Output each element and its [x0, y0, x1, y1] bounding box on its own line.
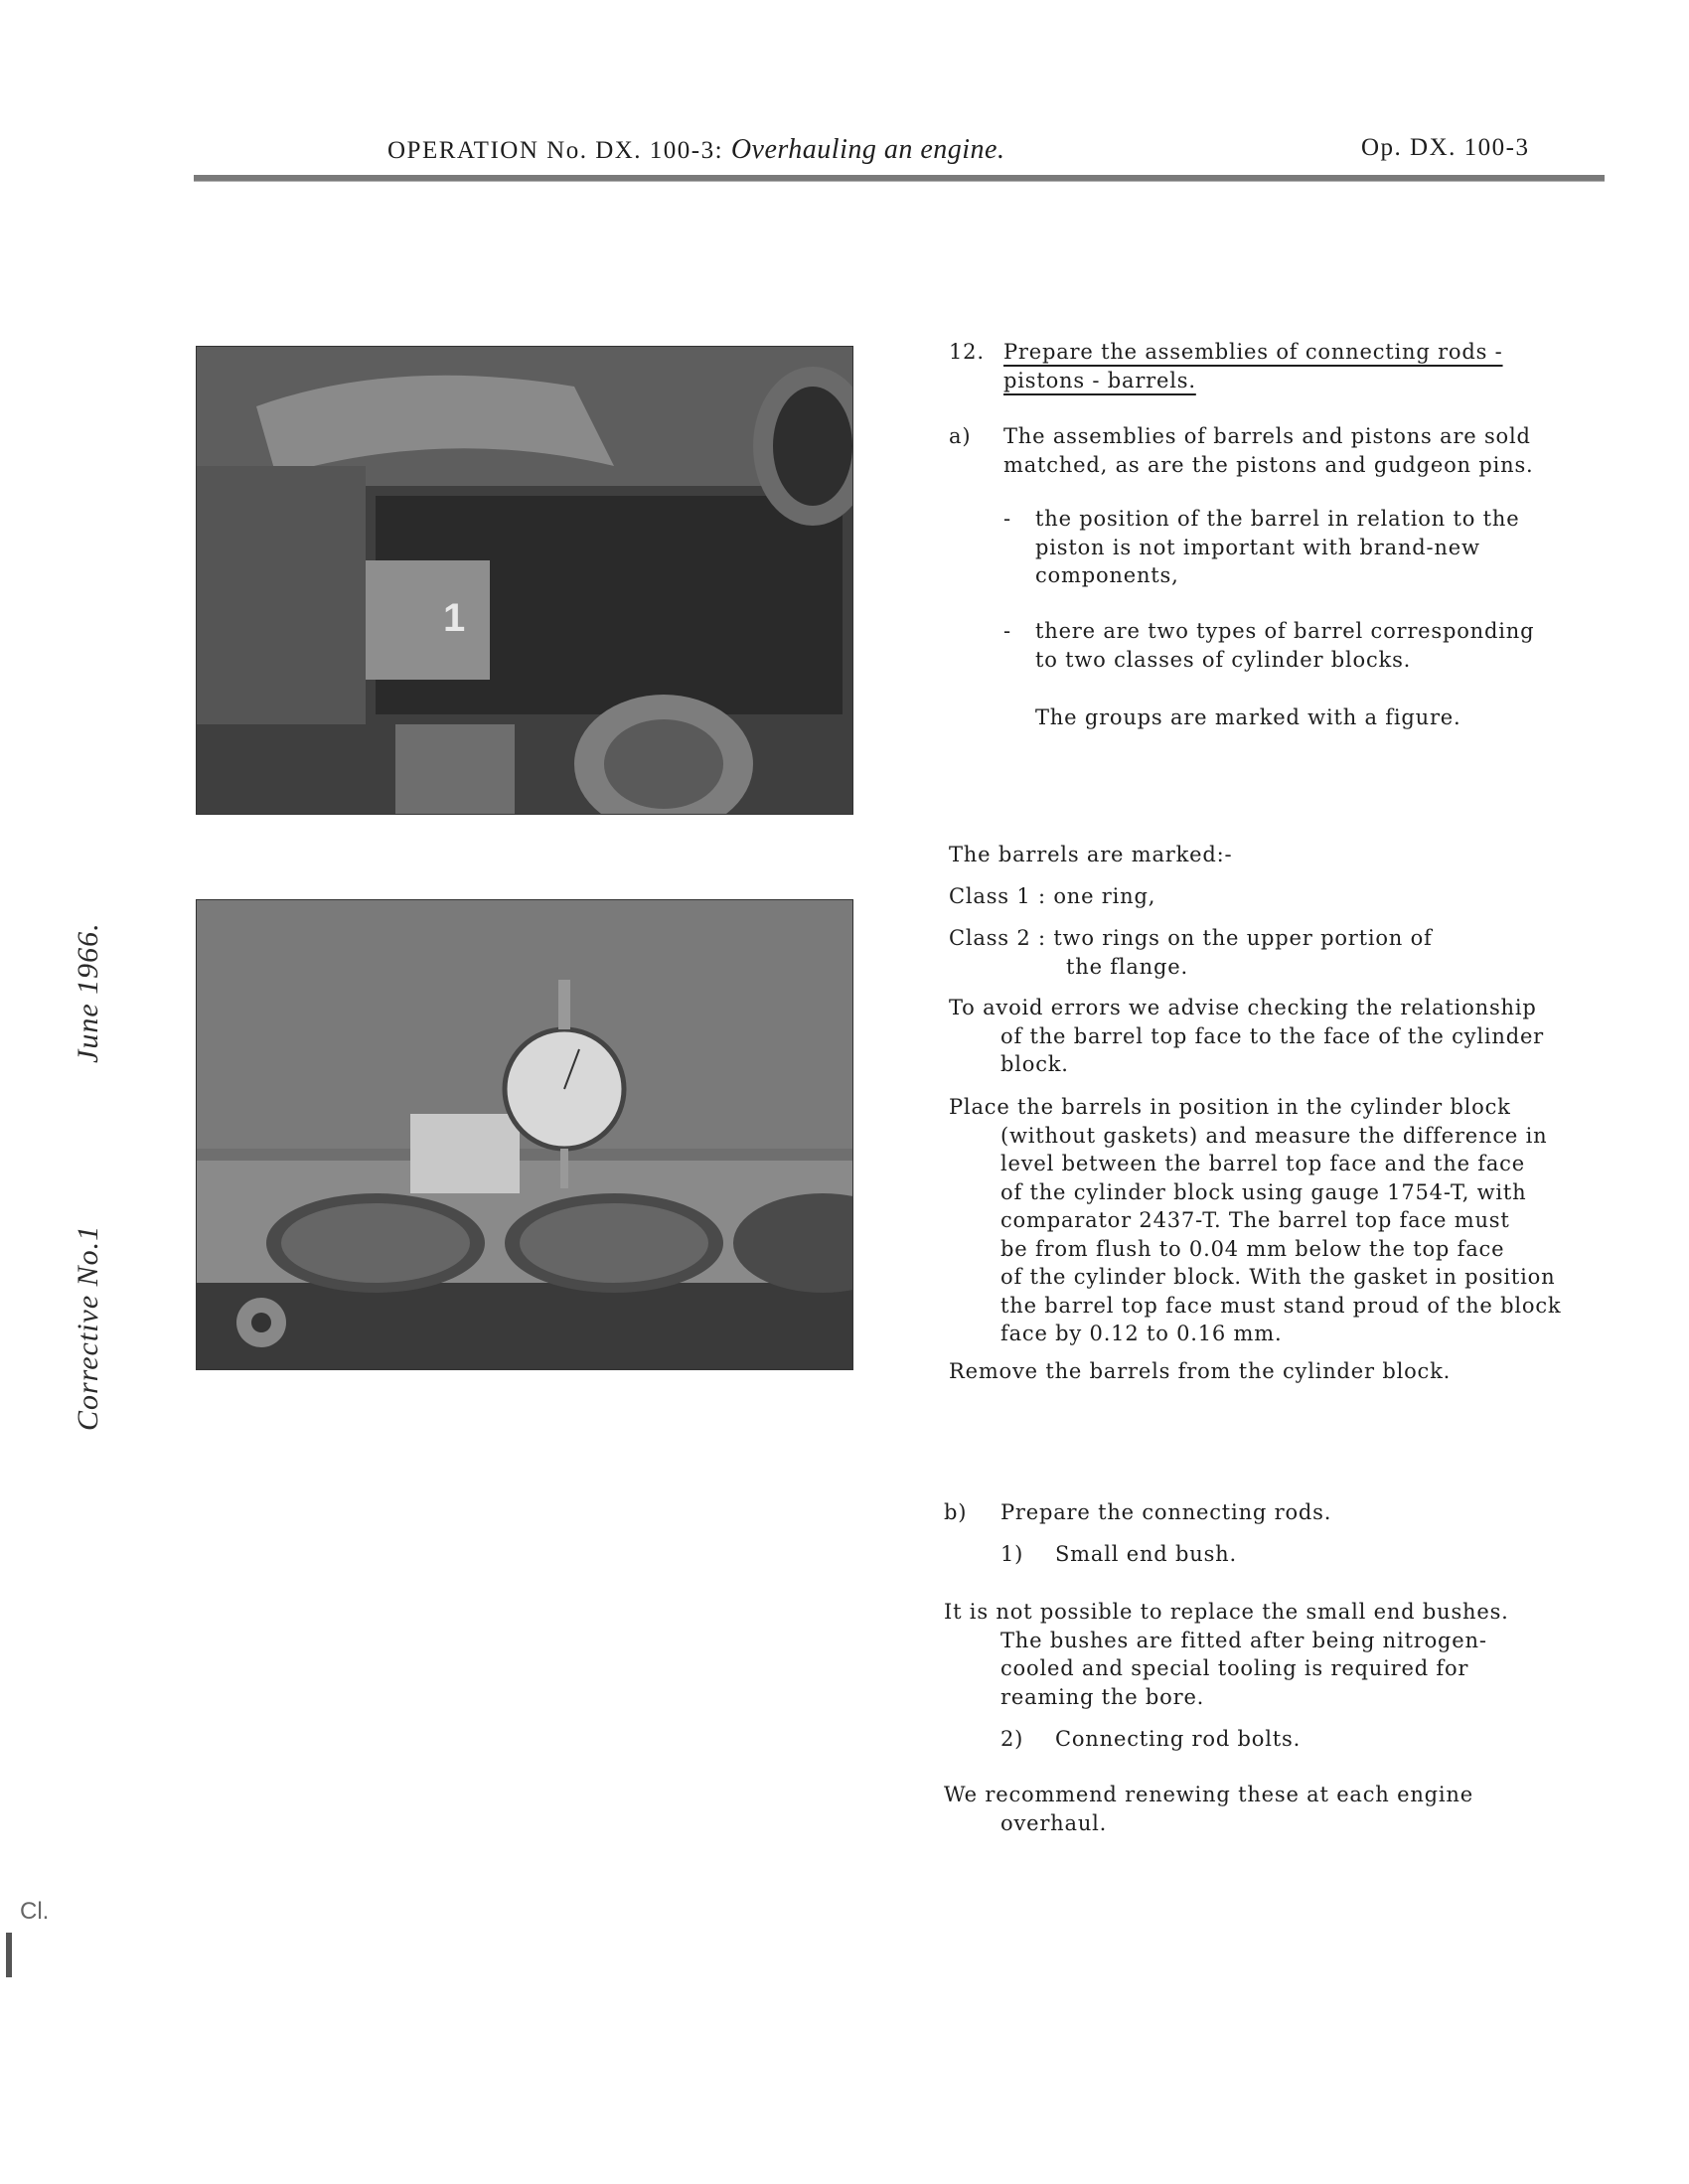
place-barrels: Place the barrels in position in the cylinder block (without gaskets) and measure the difference in level between the barrel top face and the face of the cylinder block using gauge 1754-T, with comparator 2437-T. The barrel top face must be from flush to 0.04 mm below the top face of the cylinder block. With the gasket in position the barrel top face must stand proud of the block face by 0.12 to 0.16 mm. — [949, 1095, 1562, 1345]
item-a-label: a) — [949, 424, 972, 448]
cylinder-marker-figure: 1 — [443, 596, 466, 640]
operation-title: Overhauling an engine. — [730, 134, 1005, 165]
sub1-number: 1) — [1000, 1542, 1024, 1566]
edge-mark — [6, 1933, 12, 1977]
avoid-errors: To avoid errors we advise checking the relationship of the barrel top face to the face of the cylinder block. — [949, 996, 1545, 1076]
item-a-line1: The assemblies of barrels and pistons are sold — [1003, 424, 1531, 448]
section-number: 12. — [949, 340, 985, 364]
barrels-intro: The barrels are marked:- — [949, 843, 1233, 866]
item-a-text — [1003, 422, 1534, 479]
section-title-line1: Prepare the assemblies of connecting rods - — [1003, 340, 1503, 364]
header-rule — [194, 175, 1605, 182]
header-operation — [387, 134, 1005, 166]
engine-block-photo — [196, 346, 853, 815]
remove-barrels: Remove the barrels from the cylinder block. — [949, 1359, 1452, 1383]
item-b-label: b) — [944, 1500, 968, 1524]
sub1-text: Small end bush. — [1055, 1542, 1237, 1566]
section-title — [1003, 338, 1503, 394]
operation-label: OPERATION No. DX. 100-3: — [387, 137, 724, 164]
dial-gauge-photo — [196, 899, 853, 1370]
bullet-2: - there are two types of barrel corresponding to two classes of cylinder blocks. — [1003, 619, 1535, 672]
bullet-1: - the position of the barrel in relation to the piston is not important with brand-new components, — [1003, 507, 1520, 587]
renew-note: We recommend renewing these at each engine overhaul. — [944, 1783, 1473, 1835]
op-reference: Op. DX. 100-3 — [1361, 134, 1530, 161]
footer-mark: Cl. — [20, 1898, 50, 1925]
item-a-line2: matched, as are the pistons and gudgeon pins. — [1003, 452, 1534, 477]
sidebar-corrective: Corrective No.1 — [72, 1224, 104, 1431]
item-b-text: Prepare the connecting rods. — [1000, 1500, 1332, 1524]
sub2-number: 2) — [1000, 1727, 1024, 1751]
sub2-text: Connecting rod bolts. — [1055, 1727, 1302, 1751]
class-2: Class 2 : two rings on the upper portion of the flange. — [949, 926, 1433, 979]
groups-note: The groups are marked with a figure. — [1035, 705, 1461, 729]
bush-note: It is not possible to replace the small end bushes. The bushes are fitted after being nitrogen- cooled and special tooling is required for reaming the bore. — [944, 1600, 1509, 1709]
class-1: Class 1 : one ring, — [949, 884, 1156, 908]
section-title-line2: pistons - barrels. — [1003, 368, 1196, 392]
sidebar-date: June 1966. — [72, 922, 104, 1063]
